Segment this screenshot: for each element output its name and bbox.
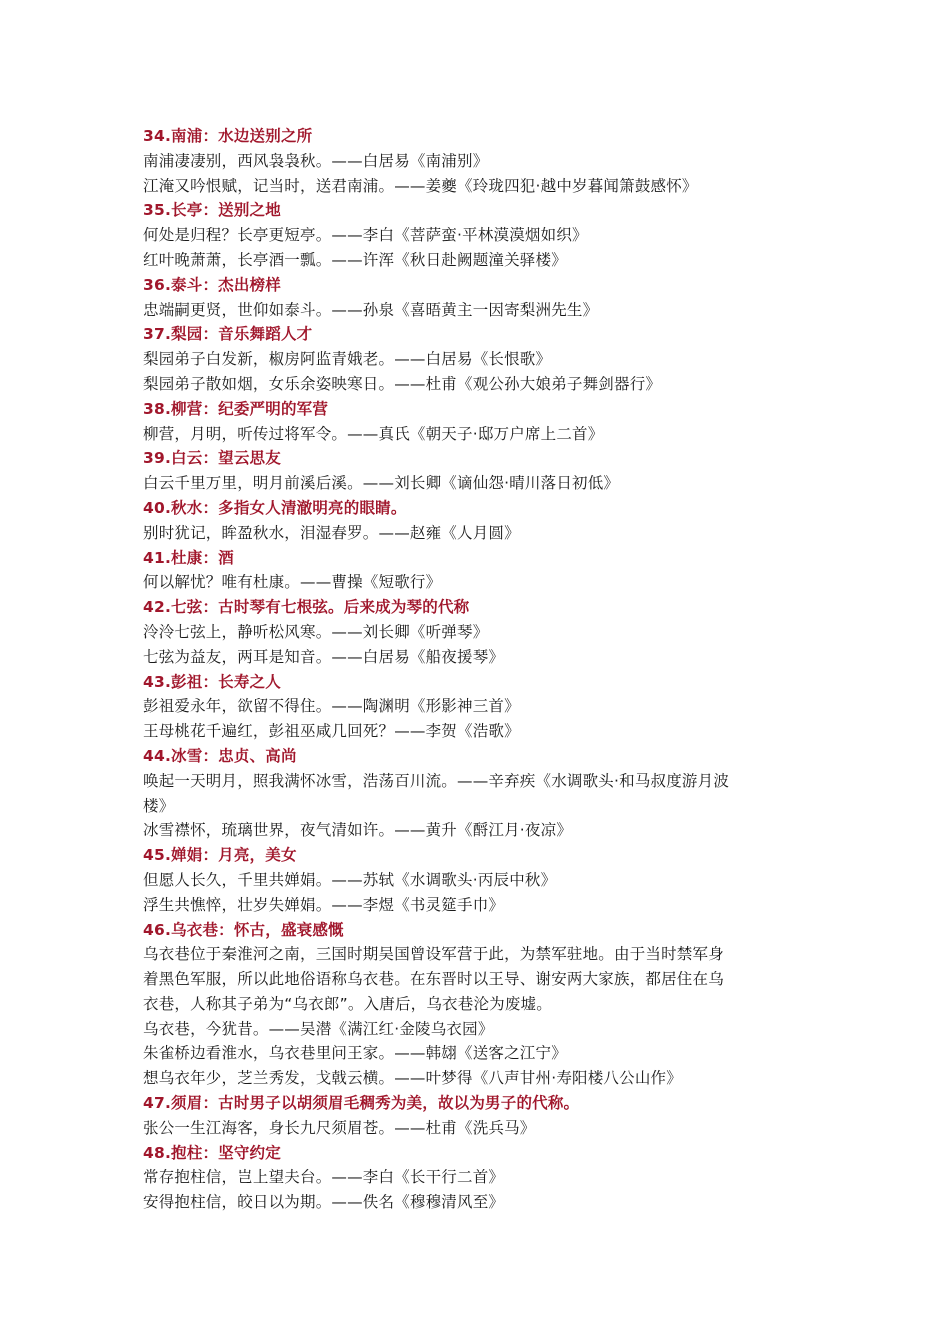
section-heading: 34.南浦：水边送别之所 [143,127,313,145]
text-line: 冰雪襟怀，琉璃世界，夜气清如许。——黄升《酹江月·夜凉》 [143,821,573,840]
text-line: 衣巷，人称其子弟为“乌衣郎”。入唐后，乌衣巷沦为废墟。 [143,994,552,1013]
section-heading: 46.乌衣巷：怀古，盛衰感慨 [143,920,344,939]
section-heading: 45.婵娟：月亮，美女 [143,846,297,865]
section-heading: 39.白云：望云思友 [143,449,281,468]
text-line: 朱雀桥边看淮水，乌衣巷里问王家。——韩翃《送客之江宁》 [143,1044,567,1063]
text-line: 梨园弟子白发新，椒房阿监青娥老。——白居易《长恨歌》 [143,350,552,369]
text-line: 着黑色军服，所以此地俗语称乌衣巷。在东晋时以王导、谢安两大家族，都居住在乌 [143,970,724,989]
section-heading: 42.七弦：古时琴有七根弦。后来成为琴的代称 [143,598,470,617]
text-line: 彭祖爱永年，欲留不得住。——陶渊明《形影神三首》 [143,697,520,716]
text-line: 乌衣巷，今犹昔。——吴潜《满江红·金陵乌衣园》 [143,1019,494,1038]
text-line: 七弦为益友，两耳是知音。——白居易《船夜援琴》 [143,647,505,666]
text-line: 乌衣巷位于秦淮河之南，三国时期吴国曾设军营于此，为禁军驻地。由于当时禁军身 [143,945,724,964]
text-line: 南浦凄凄别，西风袅袅秋。——白居易《南浦别》 [143,151,489,170]
section-heading: 35.长亭：送别之地 [143,201,281,220]
text-line: 唤起一天明月，照我满怀冰雪，浩荡百川流。——辛弃疾《水调歌头·和马叔度游月波 [143,771,730,790]
text-line: 梨园弟子散如烟，女乐余姿映寒日。——杜甫《观公孙大娘弟子舞剑器行》 [143,374,662,393]
text-line: 常存抱柱信，岂上望夫台。——李白《长干行二首》 [143,1168,505,1187]
text-line: 柳营，月明，听传过将军令。——真氏《朝天子·邸万户席上二首》 [143,424,604,443]
section-heading: 41.杜康：酒 [143,548,234,567]
text-line: 白云千里万里，明月前溪后溪。——刘长卿《谪仙怨·晴川落日初低》 [143,474,620,493]
text-line: 何以解忧？唯有杜康。——曹操《短歌行》 [143,573,442,592]
text-line: 何处是归程？长亭更短亭。——李白《菩萨蛮·平林漠漠烟如织》 [143,226,588,245]
text-line: 但愿人长久，千里共婵娟。——苏轼《水调歌头·丙辰中秋》 [143,870,557,889]
text-line: 忠端嗣更贤，世仰如泰斗。——孙泉《喜晤黄主一因寄梨洲先生》 [143,300,599,319]
section-heading: 37.梨园：音乐舞蹈人才 [143,325,313,344]
text-line: 泠泠七弦上，静听松风寒。——刘长卿《听弹琴》 [143,622,489,641]
text-line: 楼》 [143,796,175,815]
text-line: 王母桃花千遍红，彭祖巫咸几回死？——李贺《浩歌》 [143,722,520,741]
section-heading: 43.彭祖：长寿之人 [143,672,281,691]
text-line: 浮生共憔悴，壮岁失婵娟。——李煜《书灵筵手巾》 [143,895,505,914]
section-heading: 44.冰雪：忠贞、高尚 [143,746,297,765]
text-line: 安得抱柱信，皎日以为期。——佚名《穆穆清风至》 [143,1193,505,1212]
section-heading: 40.秋水：多指女人清澈明亮的眼睛。 [143,498,407,517]
document-page [143,124,815,1215]
text-line: 别时犹记，眸盈秋水，泪湿春罗。——赵雍《人月圆》 [143,523,520,542]
section-heading: 36.泰斗：杰出榜样 [143,275,281,294]
text-line: 想乌衣年少，芝兰秀发，戈戟云横。——叶梦得《八声甘州·寿阳楼八公山作》 [143,1069,682,1088]
text-line: 红叶晚萧萧，长亭酒一瓢。——许浑《秋日赴阙题潼关驿楼》 [143,250,567,269]
text-line: 张公一生江海客，身长九尺须眉苍。——杜甫《洗兵马》 [143,1118,536,1137]
section-heading: 38.柳营：纪委严明的军营 [143,399,329,418]
section-heading: 47.须眉：古时男子以胡须眉毛稠秀为美，故以为男子的代称。 [143,1094,580,1113]
text-line: 江淹又吟恨赋，记当时，送君南浦。——姜夔《玲珑四犯·越中岁暮闻箫鼓感怀》 [143,176,698,195]
section-heading: 48.抱柱：坚守约定 [143,1143,281,1162]
